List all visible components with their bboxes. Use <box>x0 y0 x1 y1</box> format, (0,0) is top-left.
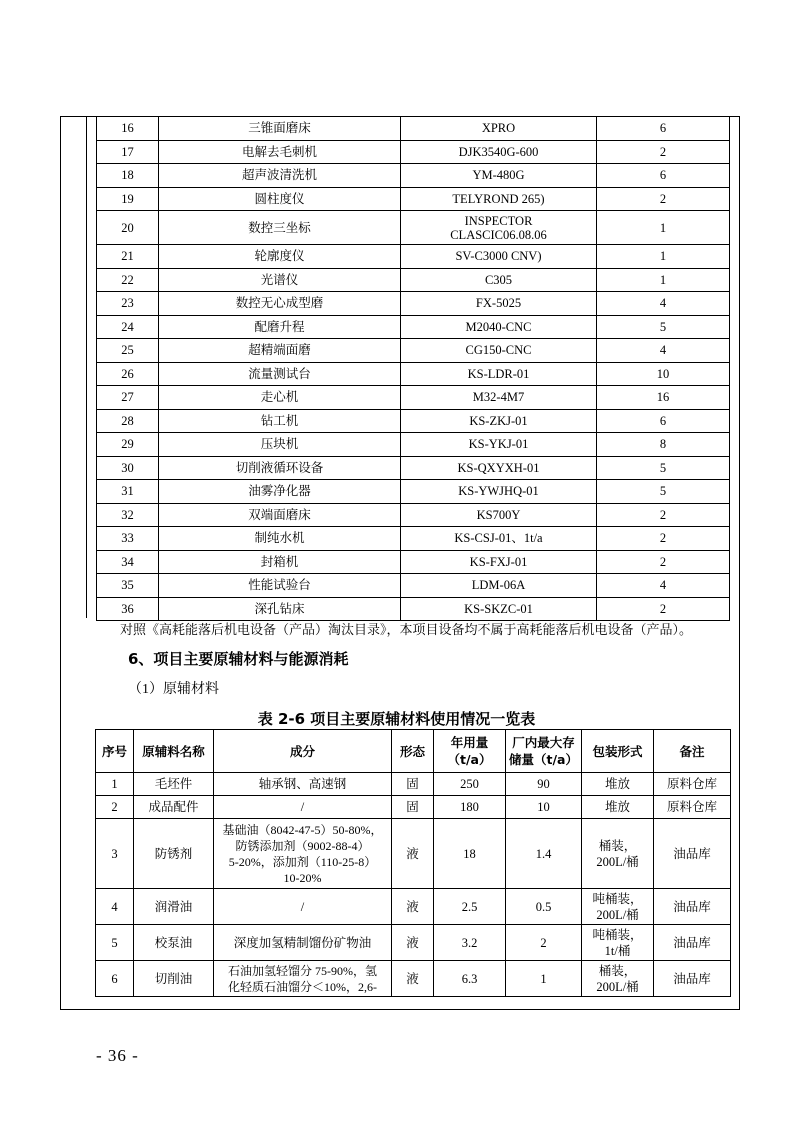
mat-name: 防锈剂 <box>134 819 214 889</box>
equip-qty: 2 <box>597 140 730 164</box>
mat-form: 固 <box>392 773 434 796</box>
equip-name: 双端面磨床 <box>159 503 401 527</box>
table-row <box>96 773 731 796</box>
equip-model: KS-LDR-01 <box>401 362 597 386</box>
mat-remarks: 油品库 <box>654 819 731 889</box>
mat-name: 校泵油 <box>134 925 214 961</box>
table-row <box>97 315 730 339</box>
equip-model: YM-480G <box>401 164 597 188</box>
equip-name: 轮廓度仪 <box>159 245 401 269</box>
equip-name: 圆柱度仪 <box>159 187 401 211</box>
equip-name: 制纯水机 <box>159 527 401 551</box>
table-row <box>96 889 731 925</box>
equip-no: 32 <box>97 503 159 527</box>
equip-model: KS-YKJ-01 <box>401 433 597 457</box>
mat-packaging <box>582 925 654 961</box>
header-annual-line: 年用量 <box>450 735 489 750</box>
mat-composition-line: 防锈添加剂（9002-88-4） <box>235 838 370 853</box>
table-row <box>96 819 731 889</box>
equip-qty: 6 <box>597 164 730 188</box>
mat-no: 1 <box>96 773 134 796</box>
mat-name: 润滑油 <box>134 889 214 925</box>
mat-storage: 0.5 <box>506 889 582 925</box>
table-row <box>96 796 731 819</box>
equipment-table <box>96 116 730 621</box>
equip-qty: 16 <box>597 386 730 410</box>
mat-packaging: 堆放 <box>582 773 654 796</box>
table-row <box>97 409 730 433</box>
table-row <box>97 456 730 480</box>
equip-model: KS-QXYXH-01 <box>401 456 597 480</box>
equip-qty: 1 <box>597 268 730 292</box>
mat-annual: 2.5 <box>434 889 506 925</box>
equip-qty: 1 <box>597 245 730 269</box>
table-row <box>97 164 730 188</box>
mat-no: 2 <box>96 796 134 819</box>
equip-qty: 2 <box>597 597 730 621</box>
equip-qty: 1 <box>597 211 730 245</box>
header-storage-line: 厂内最大存 <box>512 735 575 750</box>
equip-no: 35 <box>97 574 159 598</box>
equip-model: M32-4M7 <box>401 386 597 410</box>
mat-form: 液 <box>392 925 434 961</box>
mat-composition-line: 10-20% <box>283 870 322 885</box>
table-row <box>97 268 730 292</box>
equip-no: 28 <box>97 409 159 433</box>
table-row <box>97 292 730 316</box>
equip-model: KS-SKZC-01 <box>401 597 597 621</box>
mat-remarks: 油品库 <box>654 925 731 961</box>
table-row <box>97 187 730 211</box>
equip-qty: 2 <box>597 550 730 574</box>
equip-no: 23 <box>97 292 159 316</box>
equip-model: KS-ZKJ-01 <box>401 409 597 433</box>
equip-no: 29 <box>97 433 159 457</box>
equip-model: KS-CSJ-01、1t/a <box>401 527 597 551</box>
table-caption: 表 2-6 项目主要原辅材料使用情况一览表 <box>257 710 536 728</box>
equip-no: 19 <box>97 187 159 211</box>
mat-storage: 1.4 <box>506 819 582 889</box>
table-row <box>96 961 731 997</box>
equip-model: TELYROND 265) <box>401 187 597 211</box>
mat-annual: 6.3 <box>434 961 506 997</box>
mat-composition <box>214 961 392 997</box>
table-row <box>97 527 730 551</box>
equip-no: 30 <box>97 456 159 480</box>
equip-model: M2040-CNC <box>401 315 597 339</box>
equip-no: 26 <box>97 362 159 386</box>
equip-model <box>401 211 597 245</box>
equip-model: KS700Y <box>401 503 597 527</box>
mat-packaging-line: 200L/桶 <box>596 854 639 869</box>
table-row <box>97 362 730 386</box>
mat-form: 液 <box>392 819 434 889</box>
table-row <box>97 503 730 527</box>
equip-name: 光谱仪 <box>159 268 401 292</box>
equipment-note: 对照《高耗能落后机电设备（产品）淘汰目录》，本项目设备均不属于高耗能落后机电设备（产品）。 <box>120 622 693 637</box>
equip-qty: 4 <box>597 292 730 316</box>
table-row <box>97 117 730 141</box>
equip-name: 钻工机 <box>159 409 401 433</box>
header-composition: 成分 <box>214 730 392 773</box>
mat-storage: 1 <box>506 961 582 997</box>
mat-packaging <box>582 961 654 997</box>
equip-qty: 10 <box>597 362 730 386</box>
equip-name: 压块机 <box>159 433 401 457</box>
equip-no: 22 <box>97 268 159 292</box>
header-remarks: 备注 <box>654 730 731 773</box>
equip-model: KS-YWJHQ-01 <box>401 480 597 504</box>
equip-name: 数控三坐标 <box>159 211 401 245</box>
mat-storage: 2 <box>506 925 582 961</box>
subsection-heading: （1）原辅材料 <box>128 682 219 697</box>
equip-qty: 6 <box>597 409 730 433</box>
equip-qty: 2 <box>597 187 730 211</box>
equip-model: DJK3540G-600 <box>401 140 597 164</box>
mat-remarks: 原料仓库 <box>654 773 731 796</box>
materials-table <box>95 729 731 997</box>
equip-qty: 5 <box>597 456 730 480</box>
equip-qty: 4 <box>597 574 730 598</box>
mat-no: 6 <box>96 961 134 997</box>
table-row <box>97 245 730 269</box>
mat-composition <box>214 819 392 889</box>
equip-model: C305 <box>401 268 597 292</box>
table-row <box>97 574 730 598</box>
mat-no: 4 <box>96 889 134 925</box>
equip-model: SV-C3000 CNV) <box>401 245 597 269</box>
mat-storage: 10 <box>506 796 582 819</box>
equip-model-line: CLASCIC06.08.06 <box>450 227 547 242</box>
equip-no: 17 <box>97 140 159 164</box>
mat-packaging-line: 1t/桶 <box>604 943 631 958</box>
equip-no: 34 <box>97 550 159 574</box>
equip-model: CG150-CNC <box>401 339 597 363</box>
equip-name: 数控无心成型磨 <box>159 292 401 316</box>
equip-qty: 4 <box>597 339 730 363</box>
equip-no: 24 <box>97 315 159 339</box>
mat-packaging-line: 200L/桶 <box>596 979 639 994</box>
equip-model: LDM-06A <box>401 574 597 598</box>
table-row <box>97 597 730 621</box>
header-annual-line: （t/a） <box>447 752 492 767</box>
equip-no: 21 <box>97 245 159 269</box>
table-row <box>97 550 730 574</box>
mat-composition: 轴承钢、高速钢 <box>214 773 392 796</box>
header-name: 原辅料名称 <box>134 730 214 773</box>
equip-no: 20 <box>97 211 159 245</box>
equip-no: 18 <box>97 164 159 188</box>
header-form: 形态 <box>392 730 434 773</box>
section-heading: 6、项目主要原辅材料与能源消耗 <box>128 650 349 668</box>
page-number: - 36 - <box>96 1046 139 1065</box>
mat-composition-line: 石油加氢轻馏分 75-90%，氢 <box>228 963 377 978</box>
mat-packaging: 堆放 <box>582 796 654 819</box>
equip-model: XPRO <box>401 117 597 141</box>
mat-annual: 250 <box>434 773 506 796</box>
table-header-row <box>96 730 731 773</box>
mat-packaging-line: 桶装， <box>598 838 637 853</box>
equip-no: 31 <box>97 480 159 504</box>
equip-qty: 8 <box>597 433 730 457</box>
mat-packaging-line: 桶装， <box>598 963 637 978</box>
mat-composition: / <box>214 889 392 925</box>
inner-border-line <box>86 116 87 618</box>
mat-packaging <box>582 819 654 889</box>
mat-storage: 90 <box>506 773 582 796</box>
mat-name: 毛坯件 <box>134 773 214 796</box>
mat-composition-line: 5-20%，添加剂（110-25-8） <box>228 854 377 869</box>
table-row <box>97 140 730 164</box>
equip-qty: 2 <box>597 527 730 551</box>
header-packaging: 包装形式 <box>582 730 654 773</box>
header-annual <box>434 730 506 773</box>
table-row <box>97 480 730 504</box>
equip-model: KS-FXJ-01 <box>401 550 597 574</box>
equip-name: 电解去毛刺机 <box>159 140 401 164</box>
mat-composition: / <box>214 796 392 819</box>
equip-no: 25 <box>97 339 159 363</box>
mat-composition-line: 基础油（8042-47-5）50-80%， <box>222 822 383 837</box>
equip-name: 切削液循环设备 <box>159 456 401 480</box>
mat-form: 液 <box>392 889 434 925</box>
equip-name: 油雾净化器 <box>159 480 401 504</box>
mat-name: 成品配件 <box>134 796 214 819</box>
equip-name: 配磨升程 <box>159 315 401 339</box>
equip-no: 27 <box>97 386 159 410</box>
mat-annual: 3.2 <box>434 925 506 961</box>
header-storage-line: 储量（t/a） <box>509 752 578 767</box>
mat-annual: 180 <box>434 796 506 819</box>
equip-name: 超精端面磨 <box>159 339 401 363</box>
table-row <box>97 386 730 410</box>
equip-name: 深孔钻床 <box>159 597 401 621</box>
table-row <box>97 339 730 363</box>
mat-no: 5 <box>96 925 134 961</box>
mat-remarks: 油品库 <box>654 961 731 997</box>
table-row <box>97 211 730 245</box>
equip-name: 超声波清洗机 <box>159 164 401 188</box>
equip-qty: 6 <box>597 117 730 141</box>
mat-no: 3 <box>96 819 134 889</box>
equip-no: 16 <box>97 117 159 141</box>
equip-model: FX-5025 <box>401 292 597 316</box>
mat-remarks: 原料仓库 <box>654 796 731 819</box>
table-row <box>97 433 730 457</box>
mat-remarks: 油品库 <box>654 889 731 925</box>
equip-no: 33 <box>97 527 159 551</box>
equip-name: 三锥面磨床 <box>159 117 401 141</box>
equip-name: 流量测试台 <box>159 362 401 386</box>
mat-form: 固 <box>392 796 434 819</box>
header-storage <box>506 730 582 773</box>
mat-form: 液 <box>392 961 434 997</box>
header-no: 序号 <box>96 730 134 773</box>
mat-packaging-line: 吨桶装， <box>592 927 643 942</box>
mat-packaging-line: 吨桶装， <box>592 891 643 906</box>
equip-name: 性能试验台 <box>159 574 401 598</box>
equip-name: 封箱机 <box>159 550 401 574</box>
mat-name: 切削油 <box>134 961 214 997</box>
mat-composition-line: 化轻质石油馏分＜10%，2,6- <box>228 979 377 994</box>
equip-model-line: INSPECTOR <box>464 213 533 228</box>
mat-packaging-line: 200L/桶 <box>596 907 639 922</box>
equip-name: 走心机 <box>159 386 401 410</box>
mat-packaging <box>582 889 654 925</box>
equip-no: 36 <box>97 597 159 621</box>
mat-composition: 深度加氢精制馏份矿物油 <box>214 925 392 961</box>
equip-qty: 5 <box>597 315 730 339</box>
equip-qty: 2 <box>597 503 730 527</box>
table-row <box>96 925 731 961</box>
mat-annual: 18 <box>434 819 506 889</box>
equip-qty: 5 <box>597 480 730 504</box>
